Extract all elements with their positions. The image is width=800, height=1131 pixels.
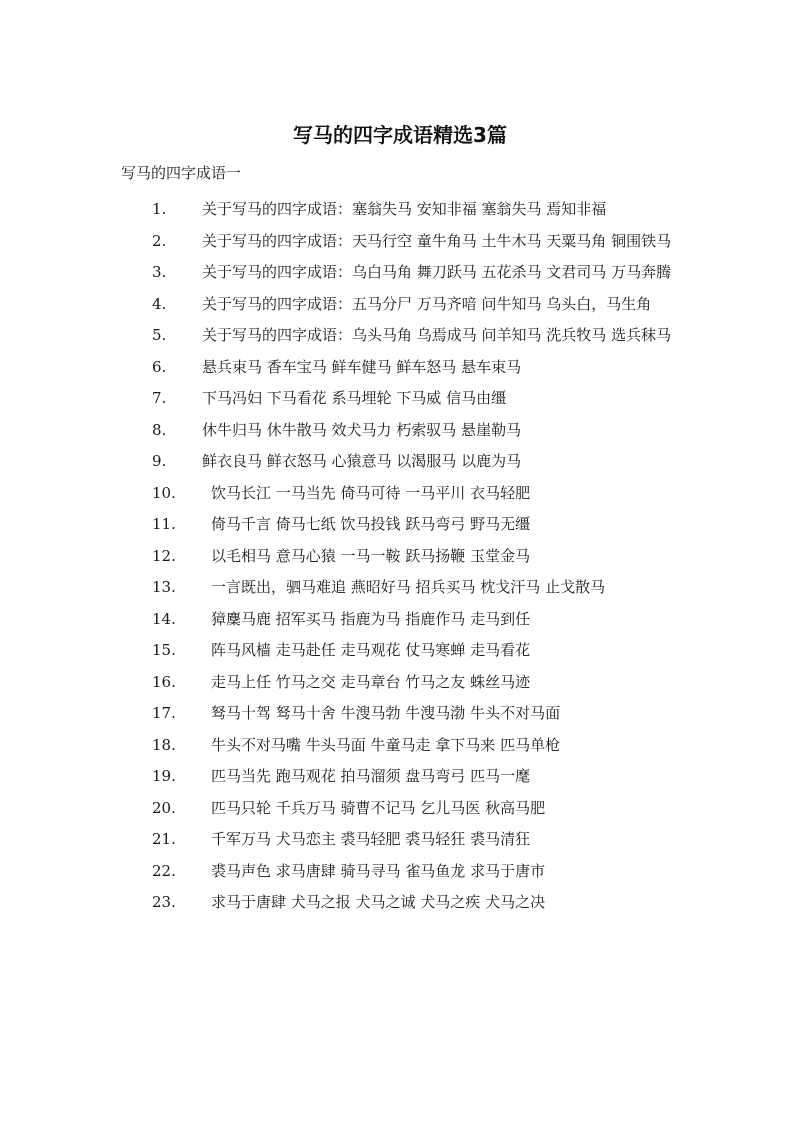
document-title: 写马的四字成语精选3篇 <box>293 123 507 147</box>
list-item <box>121 478 686 510</box>
list-item-number: 6. <box>152 357 167 376</box>
list-item <box>121 541 686 573</box>
list-item <box>121 793 686 825</box>
list-item-number: 5. <box>152 326 167 344</box>
list-item <box>121 824 686 856</box>
list-item-number: 20. <box>152 798 176 817</box>
list-item <box>121 289 686 321</box>
list-item-text: 关于写马的四字成语：乌白马角 舞刀跃马 五花杀马 文君司马 万马奔腾 <box>202 263 672 281</box>
list-item-text: 一言既出，驷马难追 燕昭好马 招兵买马 枕戈汗马 止戈散马 <box>211 578 606 596</box>
list-item <box>121 194 686 226</box>
list-item-number: 3. <box>152 263 167 281</box>
list-item-number: 11. <box>152 515 176 533</box>
list-item <box>121 383 686 415</box>
list-item-text: 匹马当先 跑马观花 拍马溜须 盘马弯弓 匹马一麾 <box>211 767 531 785</box>
list-item-text: 关于写马的四字成语：塞翁失马 安知非福 塞翁失马 焉知非福 <box>202 200 607 218</box>
list-item-number: 1. <box>152 200 167 218</box>
list-item <box>121 856 686 888</box>
list-item <box>121 667 686 699</box>
list-item <box>121 698 686 730</box>
idiom-list <box>121 194 686 919</box>
list-item-text: 下马冯妇 下马看花 系马埋轮 下马威 信马由缰 <box>202 389 507 407</box>
list-item-number: 8. <box>152 420 167 439</box>
list-item-number: 9. <box>152 452 167 470</box>
list-item-number: 18. <box>152 735 176 754</box>
list-item-text: 以毛相马 意马心猿 一马一鞍 跃马扬鞭 玉堂金马 <box>211 546 531 565</box>
list-item-text: 休牛归马 休牛散马 效犬马力 朽索驭马 悬崖勒马 <box>202 420 522 439</box>
list-item-number: 4. <box>152 294 167 313</box>
list-item-text: 裘马声色 求马唐肆 骑马寻马 雀马鱼龙 求马于唐市 <box>211 861 546 880</box>
list-item-number: 15. <box>152 641 176 659</box>
list-item-number: 14. <box>152 609 176 628</box>
list-item-number: 17. <box>152 704 176 722</box>
list-item <box>121 730 686 762</box>
list-item-text: 驽马十驾 驽马十舍 牛溲马勃 牛溲马渤 牛头不对马面 <box>211 704 561 722</box>
list-item <box>121 257 686 289</box>
list-item <box>121 572 686 604</box>
list-item-text: 阵马风樯 走马赴任 走马观花 仗马寒蝉 走马看花 <box>211 641 531 659</box>
list-item-number: 16. <box>152 672 176 691</box>
list-item <box>121 509 686 541</box>
list-item-number: 7. <box>152 389 167 407</box>
list-item <box>121 761 686 793</box>
list-item-text: 倚马千言 倚马七纸 饮马投钱 跃马弯弓 野马无缰 <box>211 515 531 533</box>
section-heading: 写马的四字成语一 <box>121 164 242 182</box>
list-item-text: 关于写马的四字成语：五马分尸 万马齐喑 问牛知马 乌头白，马生角 <box>202 294 652 313</box>
list-item-number: 12. <box>152 546 176 565</box>
list-item <box>121 446 686 478</box>
list-item-text: 走马上任 竹马之交 走马章台 竹马之友 蛛丝马迹 <box>211 672 531 691</box>
list-item <box>121 887 686 919</box>
list-item-number: 13. <box>152 578 176 596</box>
list-item-number: 2. <box>152 231 167 250</box>
list-item-text: 关于写马的四字成语：乌头马角 乌焉成马 问羊知马 洗兵牧马 选兵秣马 <box>202 326 672 344</box>
list-item-number: 22. <box>152 861 176 880</box>
list-item-text: 千军万马 犬马恋主 裘马轻肥 裘马轻狂 裘马清狂 <box>211 830 531 848</box>
list-item <box>121 226 686 258</box>
list-item-number: 19. <box>152 767 176 785</box>
list-item-text: 饮马长江 一马当先 倚马可待 一马平川 衣马轻肥 <box>211 483 531 502</box>
list-item-number: 21. <box>152 830 176 848</box>
list-item-text: 求马于唐肆 犬马之报 犬马之诚 犬马之疾 犬马之决 <box>211 893 546 911</box>
list-item <box>121 604 686 636</box>
list-item-text: 关于写马的四字成语：天马行空 童牛角马 土牛木马 天粟马角 铜围铁马 <box>202 231 672 250</box>
list-item <box>121 635 686 667</box>
list-item-text: 悬兵束马 香车宝马 鲜车健马 鲜车怒马 悬车束马 <box>202 357 522 376</box>
list-item <box>121 320 686 352</box>
list-item-text: 牛头不对马嘴 牛头马面 牛童马走 拿下马来 匹马单枪 <box>211 735 561 754</box>
list-item <box>121 415 686 447</box>
list-item-text: 鲜衣良马 鲜衣怒马 心猿意马 以渴服马 以鹿为马 <box>202 452 522 470</box>
list-item-text: 獐麇马鹿 招军买马 指鹿为马 指鹿作马 走马到任 <box>211 609 531 628</box>
list-item <box>121 352 686 384</box>
list-item-number: 10. <box>152 483 176 502</box>
list-item-number: 23. <box>152 893 176 911</box>
list-item-text: 匹马只轮 千兵万马 骑曹不记马 乞儿马医 秋高马肥 <box>211 798 546 817</box>
